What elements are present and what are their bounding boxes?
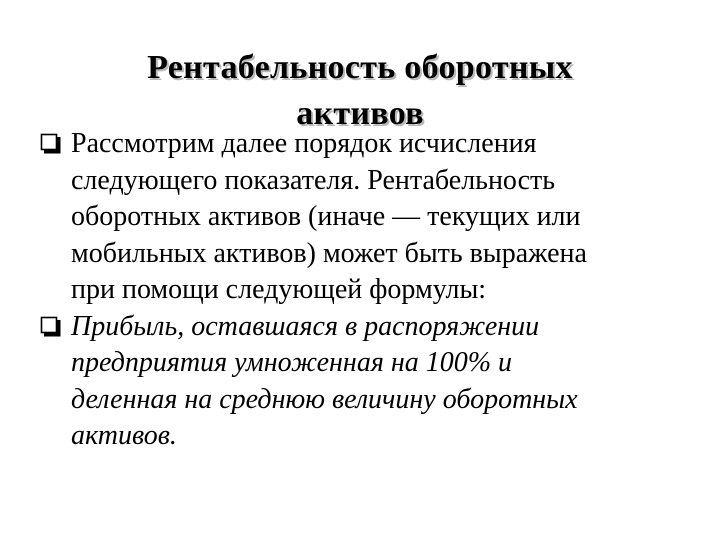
bullet-item	[40, 126, 680, 309]
bullet-line: Рассмотрим далее порядок исчисления	[71, 128, 537, 159]
slide-title-line: Рентабельность оборотных	[147, 48, 573, 86]
bullet-line: оборотных активов (иначе — текущих или	[71, 201, 581, 232]
slide-title-line: активов	[296, 94, 424, 132]
bullet-line: предприятия умноженная на 100% и	[71, 347, 513, 378]
checkbox-bullet-icon	[40, 316, 64, 340]
slide-title	[60, 45, 660, 137]
bullet-line: Прибыль, оставшаяся в распоряжении	[71, 310, 540, 342]
bullet-item	[40, 309, 680, 455]
bullet-line: следующего показателя. Рентабельность	[71, 164, 556, 196]
checkbox-bullet-icon	[40, 133, 64, 157]
bullet-line: активов.	[71, 420, 177, 451]
bullet-line: при помощи следующей формулы:	[71, 274, 487, 305]
bullet-line: мобильных активов) может быть выражена	[71, 237, 587, 269]
bullet-line: деленная на среднюю величину оборотных	[71, 383, 578, 415]
bullet-text	[71, 309, 680, 455]
bullet-text	[71, 126, 680, 309]
slide-body	[40, 126, 680, 455]
